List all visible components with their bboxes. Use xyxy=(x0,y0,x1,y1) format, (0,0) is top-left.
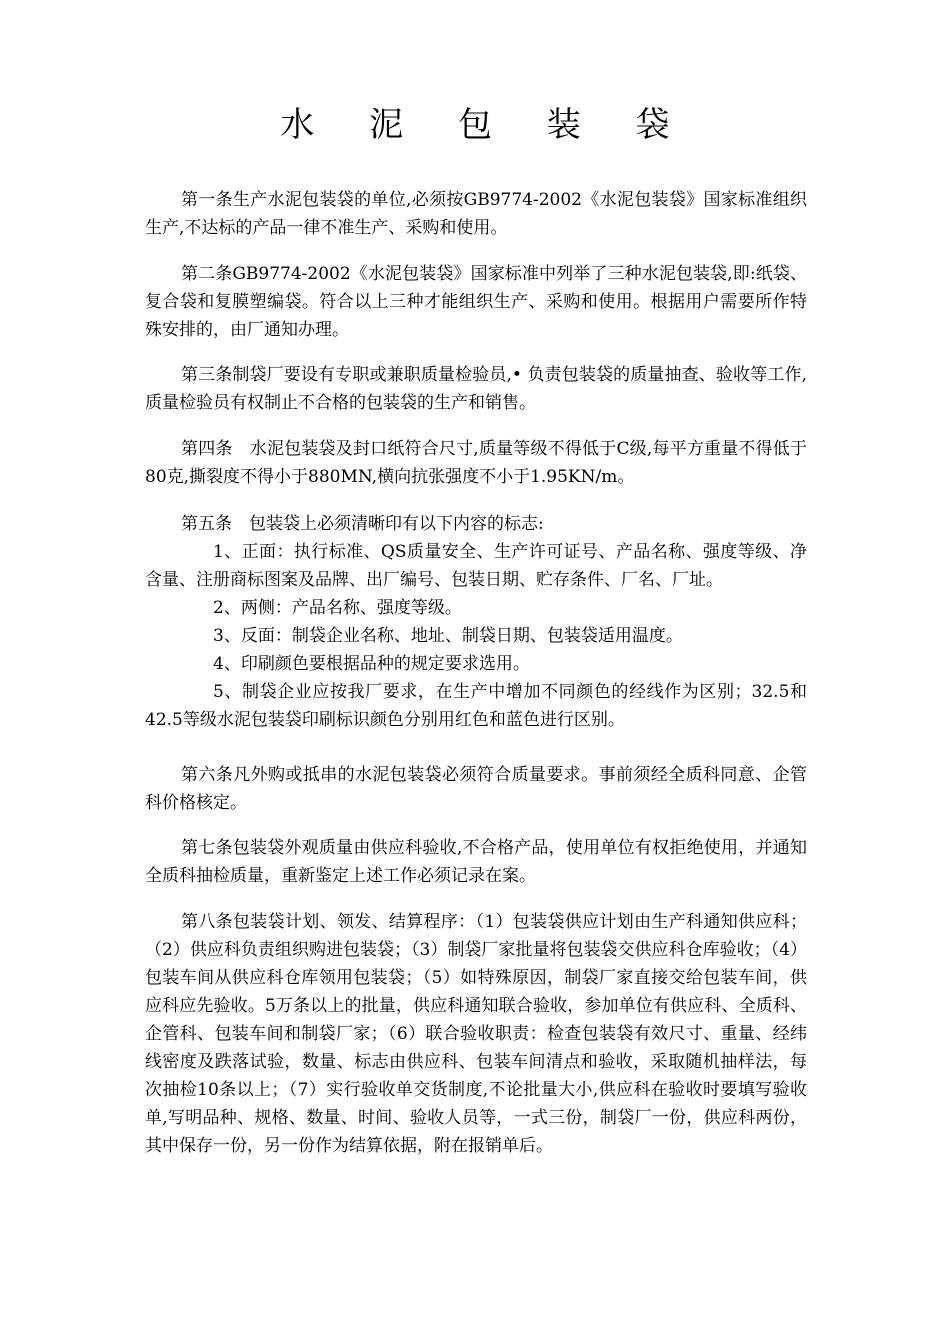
article-1-paragraph: 第一条生产水泥包装袋的单位,必须按GB9774-2002《水泥包装袋》国家标准组织生产,不达标的产品一律不准生产、采购和使用。 xyxy=(145,190,807,238)
article-2-paragraph: 第二条GB9774-2002《水泥包装袋》国家标准中列举了三种水泥包装袋,即:纸袋、复合袋和复膜塑编袋。符合以上三种才能组织生产、采购和使用。根据用户需要所作特殊安排的，由厂通知办理。 xyxy=(145,264,807,340)
article-4 xyxy=(145,435,807,491)
article-3 xyxy=(145,361,807,417)
article-7-paragraph: 第七条包装袋外观质量由供应科验收,不合格产品，使用单位有权拒绝使用，并通知全质科抽检质量，重新鉴定上述工作必须记录在案。 xyxy=(145,838,807,886)
article-3-paragraph: 第三条制袋厂要设有专职或兼职质量检验员,• 负责包装袋的质量抽查、验收等工作,质量检验员有权制止不合格的包装袋的生产和销售。 xyxy=(145,365,807,413)
article-8-paragraph: 第八条包装袋计划、领发、结算程序：（1）包装袋供应计划由生产科通知供应科；（2）供应科负责组织购进包装袋；（3）制袋厂家批量将包装袋交供应科仓库验收；（4）包装车间从供应科仓库领用包装袋；（5）如特殊原因，制袋厂家直接交给包装车间，供应科应先验收。5万条以上的批量，供应科通知联合验收，参加单位有供应科、全质科、企管科、包装车间和制袋厂家；（6）联合验收职责：检查包装袋有效尺寸、重量、经纬线密度及跌落试验，数量、标志由供应科、包装车间清点和验收，采取随机抽样法，每次抽检10条以上；（7）实行验收单交货制度,不论批量大小,供应科在验收时要填写验收单,写明品种、规格、数量、时间、验收人员等，一式三份，制袋厂一份，供应科两份，其中保存一份，另一份作为结算依据，附在报销单后。 xyxy=(145,912,807,1156)
article-5-item-2: 2、两侧：产品名称、强度等级。 xyxy=(213,598,462,618)
article-5-item-4: 4、印刷颜色要根据品种的规定要求选用。 xyxy=(213,654,530,674)
article-7 xyxy=(145,834,807,890)
article-5-item-5: 5、制袋企业应按我厂要求，在生产中增加不同颜色的经线作为区别；32.5和42.5等级水泥包装袋印刷标识颜色分别用红色和蓝色进行区别。 xyxy=(145,682,807,730)
article-5-item-3: 3、反面：制袋企业名称、地址、制袋日期、包装袋适用温度。 xyxy=(213,626,683,646)
article-6-paragraph: 第六条凡外购或抵串的水泥包装袋必须符合质量要求。事前须经全质科同意、企管科价格核定。 xyxy=(145,765,807,813)
article-2 xyxy=(145,260,807,344)
article-4-paragraph: 第四条 水泥包装袋及封口纸符合尺寸,质量等级不得低于C级,每平方重量不得低于80克,撕裂度不得小于880MN,横向抗张强度不小于1.95KN/m。 xyxy=(145,439,807,487)
document-title: 水 泥 包 装 袋 xyxy=(280,105,692,145)
article-5-heading: 第五条 包装袋上必须清晰印有以下内容的标志: xyxy=(181,514,544,534)
article-6 xyxy=(145,761,807,817)
article-5 xyxy=(145,510,807,734)
article-8 xyxy=(145,908,807,1160)
article-1 xyxy=(145,186,807,242)
article-5-item-1: 1、正面：执行标准、QS质量安全、生产许可证号、产品名称、强度等级、净含量、注册商标图案及品牌、出厂编号、包装日期、贮存条件、厂名、厂址。 xyxy=(145,542,807,590)
